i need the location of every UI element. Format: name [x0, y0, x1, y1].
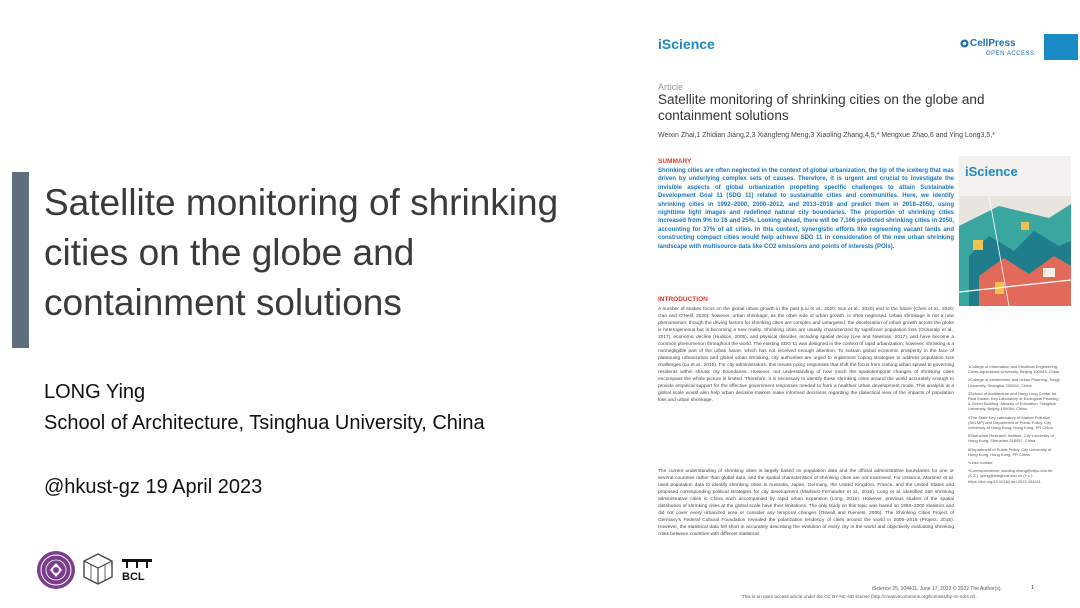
open-access-label: OPEN ACCESS — [986, 51, 1035, 57]
summary-heading: SUMMARY — [658, 158, 692, 165]
paper-first-page — [648, 28, 1072, 604]
correspondence-note: *Correspondence: xiaoling.zhang@cityu.edu.hk (X.Z.), ylong@tsinghua.edu.cn (Y.L.) https://doi.org/10.1016/j.isci.2022.104411 — [968, 468, 1053, 484]
introduction-paragraph-1: A number of studies focus on the global urban growth in the past (Liu et al., 2020; Sun et al., 2020) and to the future (Chen et al., 2020; Gao and O'Neill, 2020); however, urban shrinkage, as the other side of urban growth, is often neglected. Urban shrinkage is not a new phenomenon; though the driving factors for shrinking cities are complex and untargeted, the deceleration of urban growth across the globe is heterogeneous but is becoming a new reality. Shrinking cities are usually characterized by significant population loss (Güneralp et al., 2017), economic decline (Hudson, 2005), and physical disorder, including spatial decay (Lee and Newman, 2017), and have become a common phenomenon throughout the world. The existing SDG 11 was designed in the context of rapid urbanization; however, shrinking is a nonnegligible part of the urban future, which has not received enough attention. To sustain global economic prosperity in the face of plateauing urbanization and global urban shrinking, city authorities are urged to implement coping strategies to address population loss challenges (Lu et al., 2015). For city administrators, this means policy responses that shift the focus from curbing urban sprawl to governing residents within shrunk city boundaries. However, our understanding of how much the spatiotemporal changes of shrinking cities encompass the whole picture is limited. Therefore, it is necessary to identify these shrinking cities around the world accurately enough to provide empirical support for the effective government responses needed to form a healthier urban development mode. This analysis at a global scale would also help urban decision-makers make informed decisions regarding the dialectical view of the impacts of population loss and urban shrinkage. — [658, 307, 954, 403]
journal-name: iScience — [658, 36, 715, 52]
cover-illustration — [959, 196, 1071, 306]
paper-title: Satellite monitoring of shrinking cities on the globe and containment solutions — [658, 92, 985, 123]
affiliation-note: 5Shenzhen Research Institute, City University of Hong Kong, Shenzhen 518057, China — [968, 433, 1054, 444]
cover-journal-name: iScience — [965, 164, 1018, 179]
presenter-name: LONG Ying — [44, 381, 146, 403]
affiliation-note: 6Department of Public Policy, City University of Hong Kong, Hong Kong, PR China — [968, 446, 1052, 457]
event-date: @hkust-gz 19 April 2023 — [44, 476, 263, 498]
paper-authors: Weixin Zhai,1 Zhidian Jiang,2,3 Xiangfeng Meng,3 Xiaoling Zhang,4,5,* Mengxue Zhao,6 and Ying Long3,5,* — [658, 132, 995, 139]
introduction-paragraph-2: The current understanding of shrinking cities is largely based on population data and the official administrative boundaries for one or several countries rather than global data, and the spatial characteristics of shrinking cities are not examined. For instance, Martinez et al. used population data to identify shrinking cities in Australia, Japan, Germany, the United Kingdom, France, and the United States and proposed corresponding political strategies for city development (Martinez-Fernandez et al., 2016). Long et al. identified 180 shrinking administrative cities in China each accompanied by rapid urban expansion (Long, 2016). However, previous studies of the spatial distribution of shrinking cities at the global scale have their limitations. The only study on this topic was based on 1950–2000 statistics and did not cover every urbanized area or consider any temporal changes (Oswalt and Rieniets, 2006). The Shrinking Cities Project of Germany's Federal Cultural Foundation revealed the polarization tendency of cities around the world in 2005–2015 (Project, 2015). However, the statistical data fell short in accurately describing the evolution of every city in the world and objectively evaluating shrinking cities between countries with different statistical — [658, 469, 954, 537]
affiliation-note: 1College of Information and Electrical Engineering, China Agricultural University, Beijing 100083, China — [968, 364, 1060, 375]
graphical-abstract-cover — [959, 156, 1071, 306]
footer-license: This is an open access article under the CC BY-NC-ND license (http://creativecommons.org/licenses/by-nc-nd/4.0/). — [742, 594, 977, 599]
tsinghua-seal-icon — [36, 550, 76, 590]
cellpress-icon — [960, 39, 969, 48]
summary-text: Shrinking cities are often neglected in the context of global urbanization, the tip of the iceberg that was driven by underlying complex sets of causes. Therefore, it is urgent and crucial to investigate the invisible aspects of global urbanization propelling specific challenges to attain Sustainable Development Goal 11 (SDG 11) related to sustainable cities and communities. Here, we identify shrinking cities in 1992–2000, 2000–2012, and 2013–2018 and predict them in 2018–2050, using nighttime light images and redefined natural city boundaries. The proportion of shrinking cities increased from 9% to 16 and 25%. Looking ahead, there will be 7,166 predicted shrinking cities in 2050, accounting for 37% of all cities. In this context, synergistic efforts like regreening vacant lands and constructing compact cities would help achieve SDG 11 in consideration of the new urban shrinking landscape with multisource data like CO2 emissions and points of interests (POIs). — [658, 168, 954, 250]
bcl-logo-text: BCL — [122, 571, 145, 583]
footer-citation: iScience 25, 104411, June 17, 2022 © 2022 The Author(s). — [872, 586, 1002, 592]
introduction-heading: INTRODUCTION — [658, 296, 708, 303]
page-number: 1 — [1031, 585, 1035, 591]
publisher-name: CellPress — [970, 38, 1016, 49]
bcl-logo — [120, 557, 156, 583]
lead-contact-note: *Lead contact — [968, 460, 993, 466]
affiliation-note: 3School of Architecture and Hang Lung Center for Real Estate, Key Laboratory of Ecological Planning & Green Building, Ministry of Education, Tsinghua University, Beijing 100084, China — [968, 390, 1059, 412]
article-type: Article — [658, 82, 684, 92]
affiliation-note: 2College of Architecture and Urban Planning, Tongji University, Shanghai 200092, China — [968, 377, 1060, 388]
presenter-affiliation: School of Architecture, Tsinghua University, China — [44, 412, 485, 434]
affiliation-notes — [968, 364, 1060, 487]
cube-logo-icon — [82, 552, 114, 586]
title-accent-bar — [12, 172, 29, 348]
affiliation-note: 4The State Key Laboratory of Marine Pollution (SKLMP) and Department of Public Policy, City University of Hong Kong, Hong Kong, PR China — [968, 414, 1053, 431]
slide-title: Satellite monitoring of shrinking cities on the globe and containment solutions — [44, 182, 559, 323]
journal-color-block — [1044, 34, 1078, 60]
